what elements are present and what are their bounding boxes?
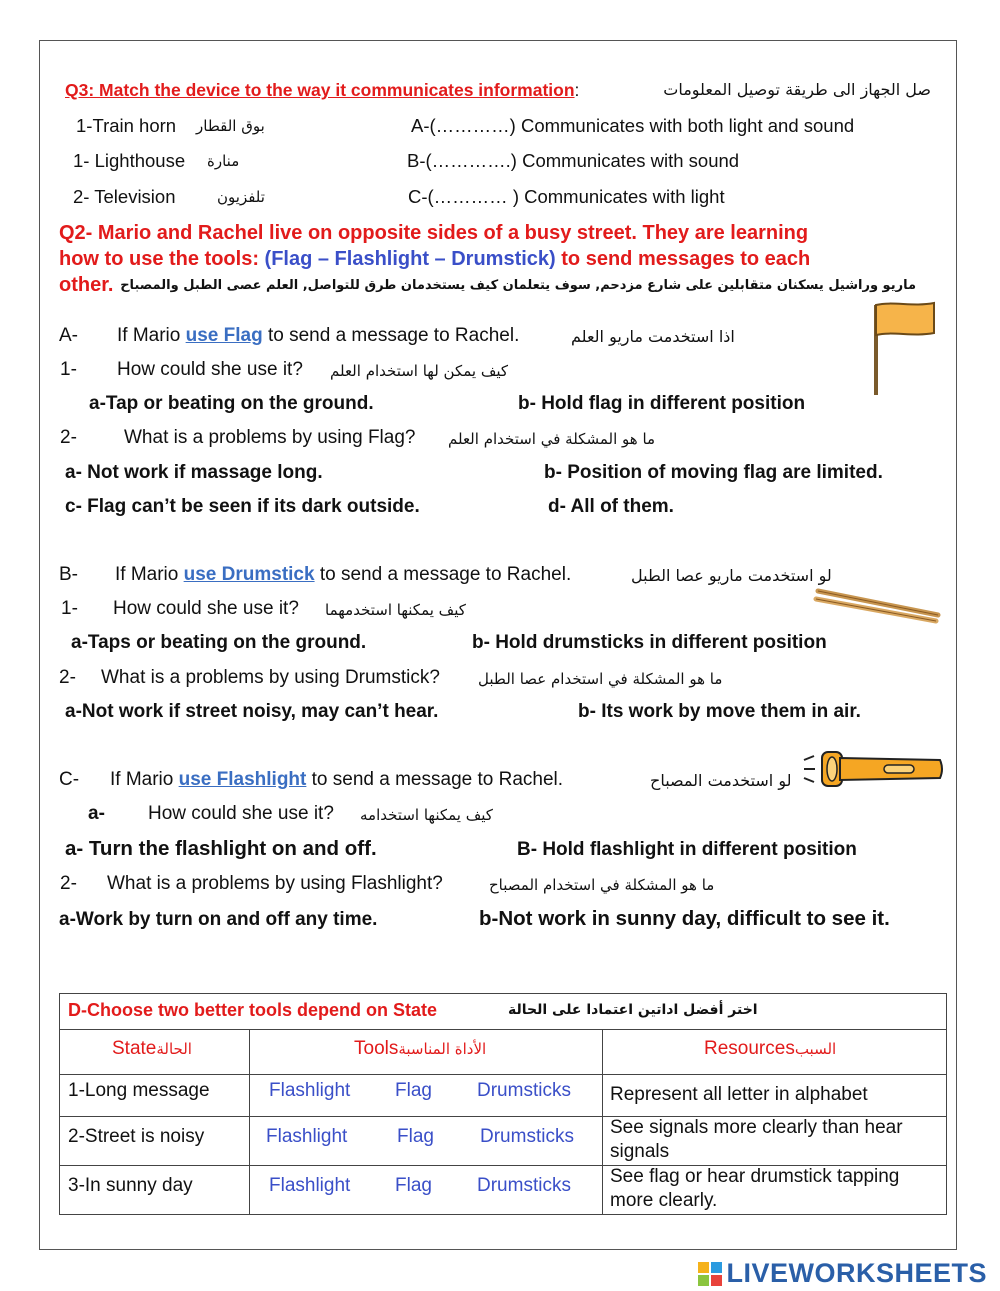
liveworksheets-logo-text: LIVEWORKSHEETS (726, 1258, 987, 1288)
table-title-ar: اختر أفضل اداتين اعتمادا على الحالة (508, 1002, 758, 1018)
section-b-q2-num: 2- (59, 667, 76, 688)
q3-device-1-ar: بوق القطار (196, 117, 265, 135)
q3-device-3: 2- Television (73, 186, 176, 207)
section-c-q2: What is a problems by using Flashlight? (107, 873, 443, 894)
table-row-2-state: 2-Street is noisy (68, 1126, 205, 1147)
section-c-label: C- (59, 769, 80, 790)
section-b-prompt-ar: لو استخدمت ماريو عصا الطبل (631, 566, 832, 585)
q2-line-2-start: how to use the tools: (59, 248, 265, 270)
q2-tools-list: (Flag – Flashlight – Drumstick) (264, 248, 556, 270)
section-b-prompt (115, 564, 571, 586)
q3-title: Q3: Match the device to the way it communicates information (65, 80, 575, 100)
drumsticks-icon (812, 585, 944, 625)
section-a-prompt (117, 325, 519, 347)
use-flashlight-link[interactable]: use Flashlight (178, 769, 307, 790)
section-b-answer-2b[interactable]: b- Its work by move them in air. (578, 701, 861, 722)
table-rule (60, 1029, 946, 1030)
table-row-1-resource: Represent all letter in alphabet (610, 1084, 868, 1105)
section-c-answer-1a[interactable]: a- Turn the flashlight on and off. (65, 837, 377, 860)
section-c-q1-num: a- (88, 803, 105, 824)
q3-device-3-ar: تلفزيون (217, 188, 265, 206)
section-c-prompt-start: If Mario (110, 769, 179, 790)
section-a-q1-num: 1- (60, 359, 77, 380)
table-row-2-tool-flashlight[interactable]: Flashlight (266, 1126, 348, 1147)
table-row-2-resource: See signals more clearly than hear signals (610, 1117, 903, 1162)
section-a-q1: How could she use it? (117, 359, 303, 380)
section-c-q2-num: 2- (60, 873, 77, 894)
table-header-resources (704, 1038, 836, 1060)
table-rule (602, 1029, 603, 1214)
table-row-3-tool-drumsticks[interactable]: Drumsticks (477, 1175, 571, 1196)
table-header-state-en: State (112, 1038, 157, 1059)
section-a-q2-num: 2- (60, 427, 77, 448)
table-row-2-tool-flag[interactable]: Flag (397, 1126, 434, 1147)
section-b-q1: How could she use it? (113, 598, 299, 619)
section-b-answer-1a[interactable]: a-Taps or beating on the ground. (71, 632, 367, 653)
section-a-answer-1b[interactable]: b- Hold flag in different position (518, 393, 806, 414)
q3-colon: : (574, 80, 580, 100)
table-row-1-tool-flag[interactable]: Flag (395, 1080, 432, 1101)
table-rule (60, 1074, 946, 1075)
section-b-label: B- (59, 564, 78, 585)
section-a-prompt-end: to send a message to Rachel. (262, 325, 520, 346)
table-row-1-state: 1-Long message (68, 1080, 210, 1101)
section-c-prompt-ar: لو استخدمت المصباح (650, 771, 792, 790)
table-header-tools-ar: الأداة المناسبة (398, 1040, 487, 1058)
use-drumstick-link[interactable]: use Drumstick (183, 564, 315, 585)
section-b-q2: What is a problems by using Drumstick? (101, 667, 440, 688)
table-row-3-state: 3-In sunny day (68, 1175, 193, 1196)
q3-title-ar: صل الجهاز الى طريقة توصيل المعلومات (663, 80, 931, 99)
section-c-q1-ar: كيف يمكنها استخدامه (360, 806, 493, 824)
table-header-tools (354, 1038, 486, 1060)
section-a-answer-2a[interactable]: a- Not work if massage long. (65, 462, 323, 483)
section-a-q1-ar: كيف يمكن لها استخدام العلم (330, 362, 509, 380)
q2-line-2 (59, 248, 810, 271)
section-a-prompt-start: If Mario (117, 325, 186, 346)
section-b-prompt-end: to send a message to Rachel. (314, 564, 572, 585)
q2-line-3-ar: ماريو وراشيل يسكنان متقابلين على شارع مزدحم, سوف يتعلمان كيف يستخدمان طرق للتواصل, العلم عصى الطبل والمصباح (120, 278, 916, 293)
liveworksheets-logo-icon (698, 1262, 722, 1286)
q3-device-1: 1-Train horn (76, 115, 177, 136)
section-a-answer-1a[interactable]: a-Tap or beating on the ground. (89, 393, 374, 414)
table-header-resources-en: Resources (704, 1038, 795, 1059)
section-c-answer-2b[interactable]: b-Not work in sunny day, difficult to see it. (479, 907, 890, 930)
table-header-tools-en: Tools (354, 1038, 399, 1059)
q3-option-b: B-(………….) Communicates with sound (407, 150, 740, 171)
table-rule (249, 1029, 250, 1214)
section-b-q2-ar: ما هو المشكلة في استخدام عصا الطبل (478, 670, 723, 688)
section-b-q1-ar: كيف يمكنها استخدمهما (325, 601, 466, 619)
table-row-3-tool-flag[interactable]: Flag (395, 1175, 432, 1196)
section-c-answer-1b[interactable]: B- Hold flashlight in different position (517, 839, 857, 860)
table-row-2-tool-drumsticks[interactable]: Drumsticks (480, 1126, 574, 1147)
q3-device-2-ar: منارة (207, 152, 240, 170)
section-a-prompt-ar: اذا استخدمت ماريو العلم (571, 327, 735, 346)
section-c-q2-ar: ما هو المشكلة في استخدام المصباح (489, 876, 715, 894)
q2-line-1: Q2- Mario and Rachel live on opposite sides of a busy street. They are learning (59, 222, 809, 244)
section-a-answer-2c[interactable]: c- Flag can’t be seen if its dark outside. (65, 496, 420, 517)
q2-line-3: other. (59, 274, 114, 296)
q2-line-2-end: to send messages to each (555, 248, 811, 270)
section-b-answer-2a[interactable]: a-Not work if street noisy, may can’t hear. (65, 701, 439, 722)
section-a-answer-2b[interactable]: b- Position of moving flag are limited. (544, 462, 883, 483)
table-title: D-Choose two better tools depend on State (68, 1000, 438, 1020)
table-row-3-tool-flashlight[interactable]: Flashlight (269, 1175, 351, 1196)
section-c-answer-2a[interactable]: a-Work by turn on and off any time. (59, 909, 378, 930)
table-header-state-ar: الحالة (156, 1040, 192, 1058)
section-c-prompt-end: to send a message to Rachel. (306, 769, 564, 790)
section-c-prompt (110, 769, 563, 791)
tools-table (59, 993, 947, 1215)
table-row-1-tool-flashlight[interactable]: Flashlight (269, 1080, 351, 1101)
liveworksheets-logo (698, 1258, 987, 1289)
section-a-q2-ar: ما هو المشكلة في استخدام العلم (448, 430, 656, 448)
section-c-q1: How could she use it? (148, 803, 334, 824)
section-a-label: A- (59, 325, 78, 346)
q3-option-c: C-(………… ) Communicates with light (408, 186, 725, 207)
section-a-q2: What is a problems by using Flag? (124, 427, 416, 448)
table-header-state (112, 1038, 192, 1060)
table-row-1-tool-drumsticks[interactable]: Drumsticks (477, 1080, 571, 1101)
section-b-q1-num: 1- (61, 598, 78, 619)
table-row-3-resource: See flag or hear drumstick tapping more clearly. (610, 1166, 900, 1211)
q3-heading (65, 80, 579, 101)
table-header-resources-ar: السبب (794, 1040, 837, 1058)
use-flag-link[interactable]: use Flag (185, 325, 263, 346)
q3-device-2: 1- Lighthouse (73, 150, 186, 171)
section-a-answer-2d[interactable]: d- All of them. (548, 496, 674, 517)
q3-option-a: A-(…………) Communicates with both light and sound (411, 115, 855, 136)
flag-icon (868, 297, 938, 397)
flashlight-icon (802, 746, 946, 792)
section-b-prompt-start: If Mario (115, 564, 184, 585)
section-b-answer-1b[interactable]: b- Hold drumsticks in different position (472, 632, 827, 653)
